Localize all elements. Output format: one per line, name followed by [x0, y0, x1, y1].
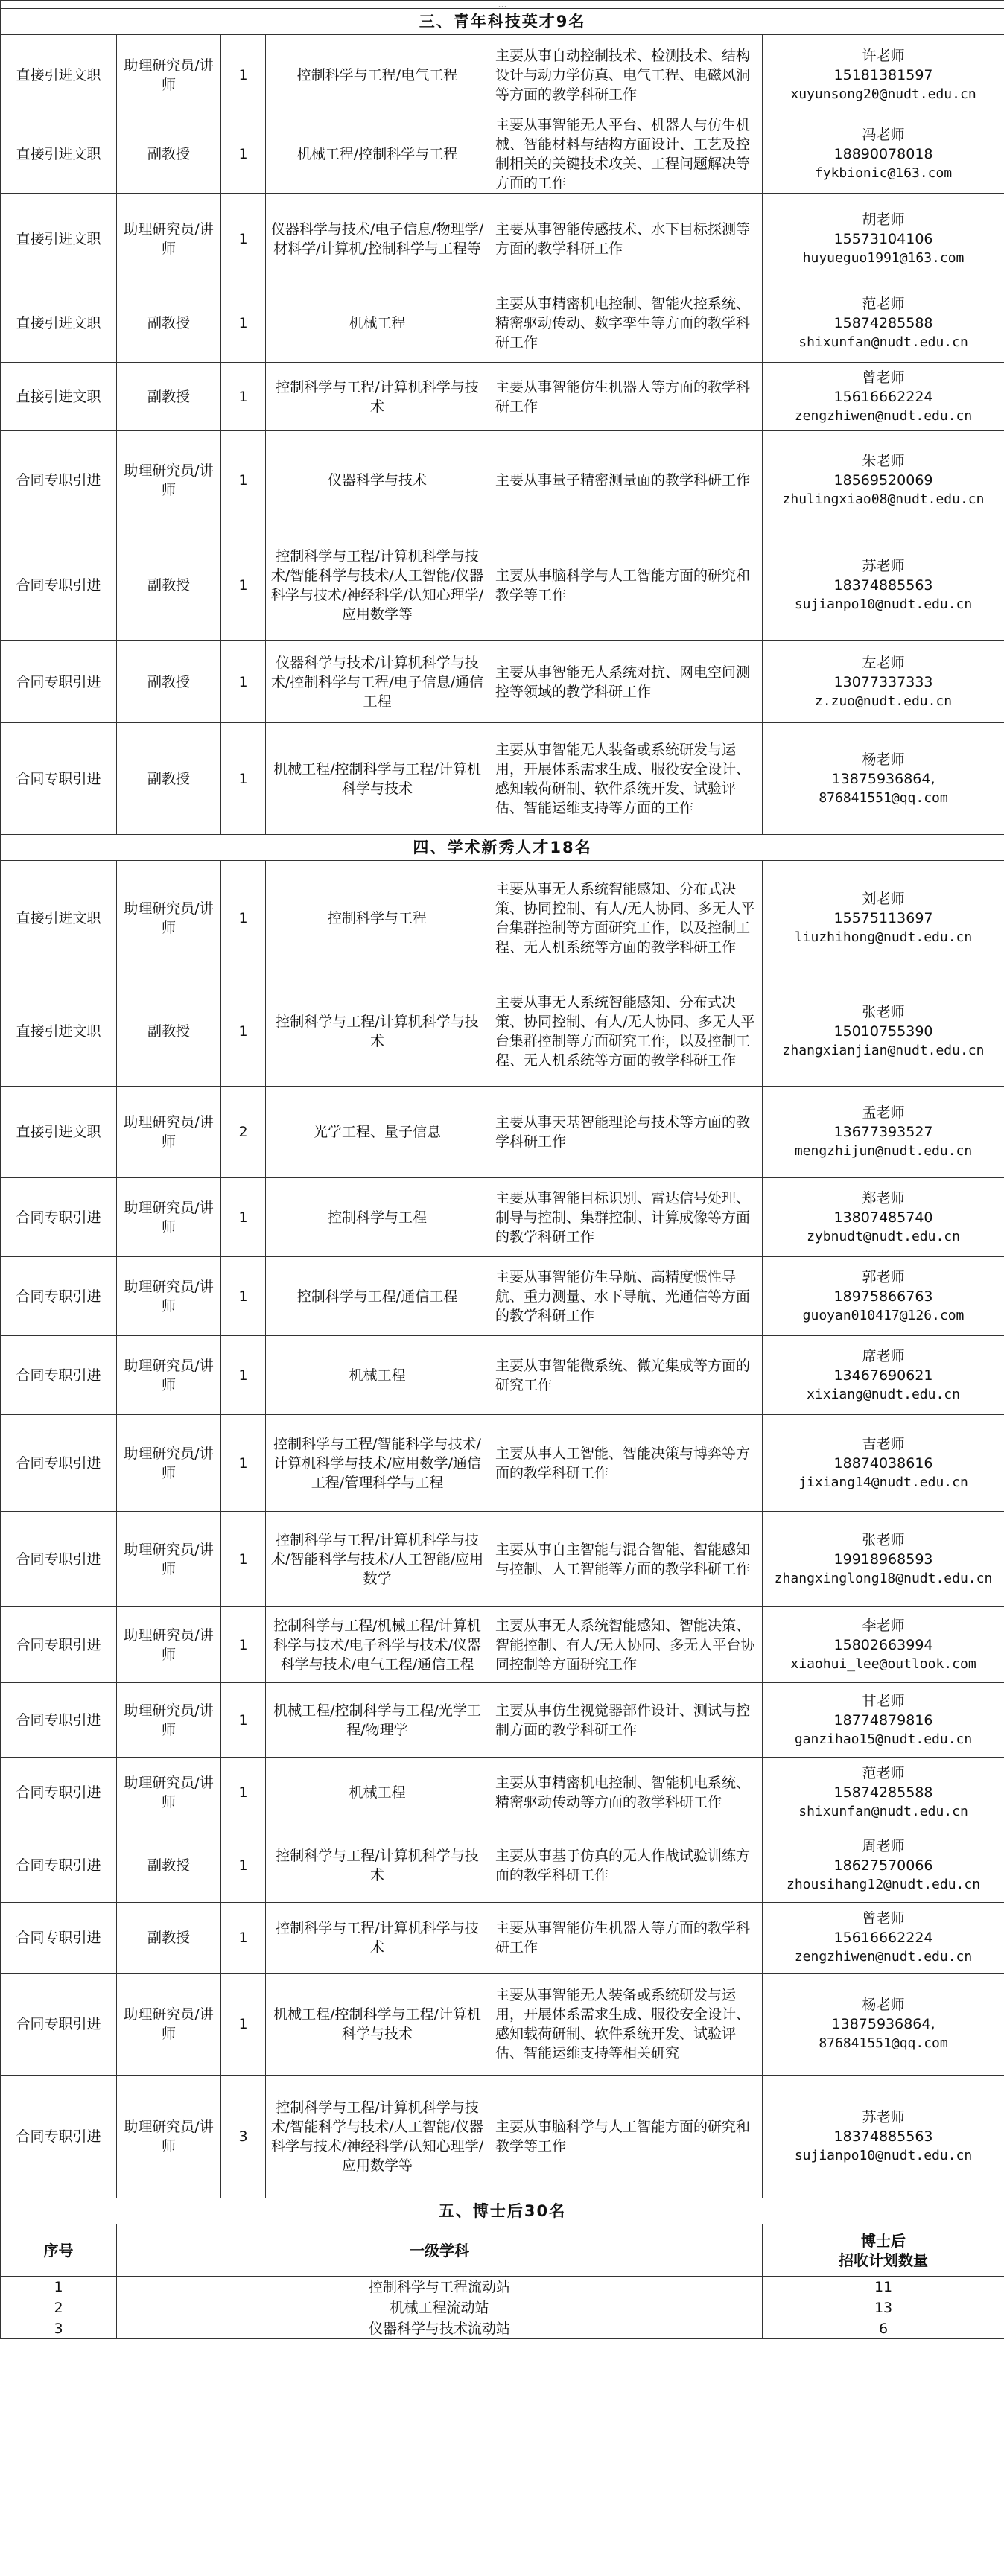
- research-direction: 主要从事智能无人平台、机器人与仿生机械、智能材料与结构方面设计、工艺及控制相关的关键技术攻关、工程问题解决等方面的工作: [489, 115, 763, 194]
- contact-email[interactable]: zengzhiwen@nudt.edu.cn: [794, 1949, 973, 1965]
- recruit-type: 合同专职引进: [1, 1758, 117, 1828]
- job-title: 助理研究员/讲师: [117, 1257, 221, 1336]
- postdoc-discipline: 机械工程流动站: [117, 2297, 763, 2318]
- major: 机械工程/控制科学与工程: [266, 115, 489, 194]
- major: 机械工程/控制科学与工程/光学工程/物理学: [266, 1683, 489, 1758]
- contact-phone: 15616662224: [833, 1930, 933, 1946]
- contact-email[interactable]: shixunfan@nudt.edu.cn: [798, 334, 968, 350]
- research-direction: 主要从事基于仿真的无人作战试验训练方面的教学科研工作: [489, 1828, 763, 1903]
- job-title: 副教授: [117, 284, 221, 363]
- research-direction: 主要从事天基智能理论与技术等方面的教学科研工作: [489, 1087, 763, 1178]
- contact-email[interactable]: mengzhijun@nudt.edu.cn: [794, 1143, 973, 1159]
- research-direction: 主要从事脑科学与人工智能方面的研究和教学等工作: [489, 529, 763, 641]
- major: 控制科学与工程/计算机科学与技术/智能科学与技术/人工智能/应用数学: [266, 1512, 489, 1607]
- headcount: 1: [221, 861, 266, 976]
- recruit-type: 直接引进文职: [1, 284, 117, 363]
- research-direction: 主要从事智能无人系统对抗、网电空间测控等领域的教学科研工作: [489, 641, 763, 723]
- contact-name: 刘老师: [862, 891, 905, 907]
- contact-email[interactable]: zengzhiwen@nudt.edu.cn: [794, 407, 973, 424]
- recruit-type: 直接引进文职: [1, 1087, 117, 1178]
- headcount: 3: [221, 2076, 266, 2198]
- recruit-type: 合同专职引进: [1, 1178, 117, 1257]
- major: 控制科学与工程/计算机科学与技术: [266, 1903, 489, 1974]
- contact: [763, 363, 1004, 431]
- job-title: 副教授: [117, 115, 221, 194]
- contact-email[interactable]: fykbionic@163.com: [814, 165, 953, 181]
- job-title: 副教授: [117, 723, 221, 835]
- recruit-type: 合同专职引进: [1, 431, 117, 529]
- job-title: 助理研究员/讲师: [117, 35, 221, 115]
- postdoc-row: [1, 2277, 1004, 2297]
- headcount: 1: [221, 1758, 266, 1828]
- job-title: 助理研究员/讲师: [117, 1683, 221, 1758]
- major: 控制科学与工程: [266, 861, 489, 976]
- research-direction: 主要从事自主智能与混合智能、智能感知与控制、人工智能等方面的教学科研工作: [489, 1512, 763, 1607]
- section-header-youth: [1, 9, 1004, 35]
- contact-name: 吉老师: [862, 1435, 905, 1452]
- job-title: 助理研究员/讲师: [117, 1758, 221, 1828]
- recruit-type: 直接引进文职: [1, 115, 117, 194]
- headcount: 1: [221, 1828, 266, 1903]
- major: 控制科学与工程/机械工程/计算机科学与技术/电子科学与技术/仪器科学与技术/电气工程/通信工程: [266, 1607, 489, 1683]
- contact-phone: 18569520069: [833, 471, 933, 489]
- research-direction: 主要从事仿生视觉器部件设计、测试与控制方面的教学科研工作: [489, 1683, 763, 1758]
- research-direction: 主要从事无人系统智能感知、分布式决策、协同控制、有人/无人协同、多无人平台集群控制等方面研究工作，以及控制工程、无人机系统等方面的教学科研工作: [489, 861, 763, 976]
- contact-name: 甘老师: [862, 1692, 905, 1709]
- contact-phone: 15181381597: [833, 66, 933, 83]
- contact: [763, 35, 1004, 115]
- contact: [763, 284, 1004, 363]
- headcount: 1: [221, 194, 266, 284]
- major: 控制科学与工程/通信工程: [266, 1257, 489, 1336]
- contact: [763, 115, 1004, 194]
- table-row: [1, 1974, 1004, 2076]
- contact-name: 范老师: [862, 1765, 905, 1781]
- major: 仪器科学与技术/计算机科学与技术/控制科学与工程/电子信息/通信工程: [266, 641, 489, 723]
- contact-name: 张老师: [862, 1531, 905, 1548]
- contact-name: 李老师: [862, 1617, 905, 1634]
- headcount: 1: [221, 723, 266, 835]
- job-title: 副教授: [117, 1903, 221, 1974]
- job-title: 副教授: [117, 529, 221, 641]
- job-title: 助理研究员/讲师: [117, 861, 221, 976]
- major: 机械工程: [266, 1758, 489, 1828]
- contact-name: 杨老师: [862, 751, 905, 768]
- contact-email[interactable]: guoyan010417@126.com: [802, 1307, 965, 1323]
- research-direction: 主要从事智能无人装备或系统研发与运用，开展体系需求生成、服役安全设计、感知载荷研制、软件系统开发、试验评估、智能运维支持等相关研究: [489, 1974, 763, 2076]
- contact: [763, 1512, 1004, 1607]
- postdoc-row: [1, 2318, 1004, 2339]
- contact-email[interactable]: ganzihao15@nudt.edu.cn: [794, 1731, 973, 1747]
- contact-name: 曾老师: [862, 1910, 905, 1927]
- contact: [763, 1257, 1004, 1336]
- contact-name: 苏老师: [862, 2109, 905, 2125]
- headcount: 2: [221, 1087, 266, 1178]
- header-quota-line1: 博士后: [861, 2231, 906, 2250]
- contact-phone: 15573104106: [833, 230, 933, 247]
- contact-email[interactable]: 876841551@qq.com: [819, 2035, 948, 2051]
- contact-name: 周老师: [862, 1837, 905, 1854]
- contact-email[interactable]: zhangxianjian@nudt.edu.cn: [782, 1042, 985, 1058]
- recruit-type: 合同专职引进: [1, 1903, 117, 1974]
- headcount: 1: [221, 284, 266, 363]
- contact-email[interactable]: z.zuo@nudt.edu.cn: [814, 693, 953, 709]
- header-discipline: 一级学科: [117, 2224, 763, 2277]
- research-direction: 主要从事智能仿生机器人等方面的教学科研工作: [489, 1903, 763, 1974]
- recruit-type: 直接引进文职: [1, 861, 117, 976]
- major: 控制科学与工程/计算机科学与技术/智能科学与技术/人工智能/仪器科学与技术/神经科学/认知心理学/应用数学等: [266, 2076, 489, 2198]
- contact-name: 朱老师: [862, 452, 905, 469]
- research-direction: 主要从事无人系统智能感知、智能决策、智能控制、有人/无人协同、多无人平台协同控制等方面研究工作: [489, 1607, 763, 1683]
- research-direction: 主要从事量子精密测量面的教学科研工作: [489, 431, 763, 529]
- contact: [763, 1087, 1004, 1178]
- contact-name: 席老师: [862, 1347, 905, 1364]
- contact-email[interactable]: xuyunsong20@nudt.edu.cn: [790, 86, 976, 102]
- contact-name: 范老师: [862, 296, 905, 312]
- job-title: 助理研究员/讲师: [117, 1415, 221, 1512]
- contact-name: 冯老师: [862, 127, 905, 143]
- major: 控制科学与工程/电气工程: [266, 35, 489, 115]
- contact-phone: 13875936864,: [831, 2016, 935, 2032]
- table-row: [1, 284, 1004, 363]
- table-row: [1, 1828, 1004, 1903]
- postdoc-seq: 1: [1, 2277, 117, 2297]
- job-title: 副教授: [117, 363, 221, 431]
- headcount: 1: [221, 431, 266, 529]
- research-direction: 主要从事智能传感技术、水下目标探测等方面的教学科研工作: [489, 194, 763, 284]
- contact-email[interactable]: jixiang14@nudt.edu.cn: [798, 1474, 968, 1490]
- job-title: 助理研究员/讲师: [117, 1336, 221, 1415]
- headcount: 1: [221, 1974, 266, 2076]
- major: 仪器科学与技术: [266, 431, 489, 529]
- table-row: [1, 1336, 1004, 1415]
- contact-email[interactable]: 876841551@qq.com: [819, 789, 948, 806]
- headcount: 1: [221, 976, 266, 1087]
- job-title: 助理研究员/讲师: [117, 1974, 221, 2076]
- section-header-postdoc: [1, 2198, 1004, 2224]
- contact-name: 苏老师: [862, 557, 905, 574]
- table-row: [1, 861, 1004, 976]
- contact-name: 胡老师: [862, 211, 905, 228]
- header-quota-line2: 招收计划数量: [839, 2251, 929, 2269]
- major: 控制科学与工程/计算机科学与技术: [266, 976, 489, 1087]
- job-title: 助理研究员/讲师: [117, 1087, 221, 1178]
- section-header-academic: [1, 835, 1004, 861]
- research-direction: 主要从事智能无人装备或系统研发与运用，开展体系需求生成、服役安全设计、感知载荷研制、软件系统开发、试验评估、智能运维支持等方面的工作: [489, 723, 763, 835]
- recruit-type: 合同专职引进: [1, 1512, 117, 1607]
- contact-email[interactable]: xixiang@nudt.edu.cn: [807, 1386, 960, 1402]
- contact-phone: 13077337333: [833, 673, 933, 690]
- table-row: [1, 1087, 1004, 1178]
- major: 控制科学与工程/计算机科学与技术: [266, 363, 489, 431]
- contact-phone: 15802663994: [833, 1636, 933, 1653]
- recruit-type: 合同专职引进: [1, 1683, 117, 1758]
- contact: [763, 641, 1004, 723]
- contact-phone: 18374885563: [833, 2128, 933, 2145]
- headcount: 1: [221, 641, 266, 723]
- recruit-type: 合同专职引进: [1, 1974, 117, 2076]
- contact: [763, 431, 1004, 529]
- contact-email[interactable]: huyueguo1991@163.com: [802, 249, 965, 266]
- table-row: [1, 976, 1004, 1087]
- recruit-type: 合同专职引进: [1, 1607, 117, 1683]
- headcount: 1: [221, 363, 266, 431]
- contact: [763, 1828, 1004, 1903]
- table-row: [1, 194, 1004, 284]
- table-row: [1, 115, 1004, 194]
- contact-phone: 15616662224: [833, 388, 933, 405]
- postdoc-quota: 6: [763, 2318, 1004, 2339]
- headcount: 1: [221, 1415, 266, 1512]
- recruit-type: 合同专职引进: [1, 1828, 117, 1903]
- contact: [763, 1415, 1004, 1512]
- contact-email[interactable]: zhangxinglong18@nudt.edu.cn: [774, 1570, 993, 1586]
- contact-phone: 18374885563: [833, 576, 933, 594]
- postdoc-quota: 13: [763, 2297, 1004, 2318]
- contact-name: 杨老师: [862, 1997, 905, 2013]
- contact-email[interactable]: liuzhihong@nudt.edu.cn: [794, 929, 973, 945]
- contact-name: 郑老师: [862, 1189, 905, 1206]
- contact-phone: 15010755390: [833, 1023, 933, 1040]
- table-row: [1, 641, 1004, 723]
- contact-email[interactable]: zhousihang12@nudt.edu.cn: [786, 1876, 981, 1892]
- recruit-type: 合同专职引进: [1, 1257, 117, 1336]
- contact-phone: 13677393527: [833, 1124, 933, 1140]
- contact-phone: 18627570066: [833, 1857, 933, 1874]
- contact-phone: 15874285588: [833, 315, 933, 331]
- major: 控制科学与工程/计算机科学与技术: [266, 1828, 489, 1903]
- job-title: 助理研究员/讲师: [117, 431, 221, 529]
- contact-name: 郭老师: [862, 1268, 905, 1285]
- contact: [763, 723, 1004, 835]
- research-direction: 主要从事精密机电控制、智能机电系统、精密驱动传动等方面的教学科研工作: [489, 1758, 763, 1828]
- postdoc-discipline: 控制科学与工程流动站: [117, 2277, 763, 2297]
- headcount: 1: [221, 1607, 266, 1683]
- recruit-type: 直接引进文职: [1, 976, 117, 1087]
- recruit-type: 直接引进文职: [1, 363, 117, 431]
- contact: [763, 1683, 1004, 1758]
- recruit-type: 合同专职引进: [1, 1336, 117, 1415]
- contact-phone: 18874038616: [833, 1454, 933, 1472]
- major: 控制科学与工程/计算机科学与技术/智能科学与技术/人工智能/仪器科学与技术/神经科学/认知心理学/应用数学等: [266, 529, 489, 641]
- contact-email[interactable]: xiaohui_lee@outlook.com: [790, 1656, 976, 1672]
- table-row: [1, 1903, 1004, 1974]
- research-direction: 主要从事自动控制技术、检测技术、结构设计与动力学仿真、电气工程、电磁风洞等方面的教学科研工作: [489, 35, 763, 115]
- postdoc-row: [1, 2297, 1004, 2318]
- recruit-type: 合同专职引进: [1, 529, 117, 641]
- contact-name: 张老师: [862, 1003, 905, 1020]
- headcount: 1: [221, 529, 266, 641]
- headcount: 1: [221, 1683, 266, 1758]
- headcount: 1: [221, 1903, 266, 1974]
- table-row: [1, 35, 1004, 115]
- contact-name: 许老师: [862, 47, 905, 64]
- contact: [763, 1178, 1004, 1257]
- table-row: [1, 2076, 1004, 2198]
- major: 机械工程: [266, 284, 489, 363]
- contact-phone: 13467690621: [833, 1367, 933, 1384]
- recruit-type: 合同专职引进: [1, 2076, 117, 2198]
- contact-phone: 13807485740: [833, 1209, 933, 1226]
- table-row: [1, 1758, 1004, 1828]
- contact-phone: 18890078018: [833, 146, 933, 162]
- major: 控制科学与工程: [266, 1178, 489, 1257]
- research-direction: 主要从事无人系统智能感知、分布式决策、协同控制、有人/无人协同、多无人平台集群控制等方面研究工作，以及控制工程、无人机系统等方面的教学科研工作: [489, 976, 763, 1087]
- recruit-type: 合同专职引进: [1, 1415, 117, 1512]
- recruit-type: 直接引进文职: [1, 194, 117, 284]
- postdoc-discipline: 仪器科学与技术流动站: [117, 2318, 763, 2339]
- contact-phone: 19918968593: [833, 1551, 933, 1568]
- job-title: 助理研究员/讲师: [117, 194, 221, 284]
- contact-phone: 18975866763: [833, 1288, 933, 1305]
- table-row: [1, 1415, 1004, 1512]
- headcount: 1: [221, 1178, 266, 1257]
- major: 光学工程、量子信息: [266, 1087, 489, 1178]
- contact-name: 孟老师: [862, 1104, 905, 1121]
- headcount: 1: [221, 115, 266, 194]
- contact-name: 左老师: [862, 654, 905, 671]
- job-title: 副教授: [117, 1828, 221, 1903]
- research-direction: 主要从事智能微系统、微光集成等方面的研究工作: [489, 1336, 763, 1415]
- contact-phone: 18774879816: [833, 1711, 933, 1729]
- table-row: [1, 363, 1004, 431]
- postdoc-header-row: [1, 2224, 1004, 2277]
- contact-phone: 15575113697: [833, 910, 933, 926]
- contact: [763, 861, 1004, 976]
- contact: [763, 976, 1004, 1087]
- research-direction: 主要从事智能目标识别、雷达信号处理、制导与控制、集群控制、计算成像等方面的教学科研工作: [489, 1178, 763, 1257]
- table-row: [1, 1512, 1004, 1607]
- job-title: 助理研究员/讲师: [117, 1607, 221, 1683]
- research-direction: 主要从事人工智能、智能决策与博弈等方面的教学科研工作: [489, 1415, 763, 1512]
- header-quota: [763, 2224, 1004, 2277]
- section-title: 四、学术新秀人才18名: [1, 835, 1004, 861]
- table-row: [1, 1607, 1004, 1683]
- cut-off-text: …: [498, 0, 507, 9]
- research-direction: 主要从事精密机电控制、智能火控系统、精密驱动传动、数字孪生等方面的教学科研工作: [489, 284, 763, 363]
- recruit-type: 合同专职引进: [1, 723, 117, 835]
- recruitment-table-body: [1, 1, 1004, 2339]
- cut-off-row: [1, 1, 1004, 9]
- job-title: 助理研究员/讲师: [117, 1178, 221, 1257]
- contact-phone: 13875936864,: [831, 770, 935, 787]
- postdoc-seq: 2: [1, 2297, 117, 2318]
- recruit-type: 直接引进文职: [1, 35, 117, 115]
- headcount: 1: [221, 1336, 266, 1415]
- table-row: [1, 1683, 1004, 1758]
- contact-phone: 15874285588: [833, 1784, 933, 1801]
- recruit-type: 合同专职引进: [1, 641, 117, 723]
- contact-email[interactable]: shixunfan@nudt.edu.cn: [798, 1804, 968, 1819]
- section-title: 五、博士后30名: [1, 2198, 1004, 2224]
- job-title: 副教授: [117, 976, 221, 1087]
- contact-name: 曾老师: [862, 369, 905, 386]
- research-direction: 主要从事智能仿生导航、高精度惯性导航、重力测量、水下导航、光通信等方面的教学科研工作: [489, 1257, 763, 1336]
- headcount: 1: [221, 1512, 266, 1607]
- job-title: 副教授: [117, 641, 221, 723]
- contact-email[interactable]: zybnudt@nudt.edu.cn: [807, 1228, 960, 1244]
- headcount: 1: [221, 35, 266, 115]
- contact-email[interactable]: zhulingxiao08@nudt.edu.cn: [782, 491, 985, 507]
- headcount: 1: [221, 1257, 266, 1336]
- contact: [763, 1903, 1004, 1974]
- table-row: [1, 1257, 1004, 1336]
- table-row: [1, 723, 1004, 835]
- research-direction: 主要从事智能仿生机器人等方面的教学科研工作: [489, 363, 763, 431]
- postdoc-seq: 3: [1, 2318, 117, 2339]
- table-row: [1, 1178, 1004, 1257]
- major: 机械工程/控制科学与工程/计算机科学与技术: [266, 723, 489, 835]
- section-title: 三、青年科技英才9名: [1, 9, 1004, 35]
- table-row: [1, 529, 1004, 641]
- contact: [763, 1974, 1004, 2076]
- contact-email[interactable]: sujianpo10@nudt.edu.cn: [794, 2148, 973, 2163]
- header-seq: 序号: [1, 2224, 117, 2277]
- contact: [763, 194, 1004, 284]
- major: 机械工程/控制科学与工程/计算机科学与技术: [266, 1974, 489, 2076]
- job-title: 助理研究员/讲师: [117, 2076, 221, 2198]
- major: 仪器科学与技术/电子信息/物理学/材料学/计算机/控制科学与工程等: [266, 194, 489, 284]
- research-direction: 主要从事脑科学与人工智能方面的研究和教学等工作: [489, 2076, 763, 2198]
- contact: [763, 1607, 1004, 1683]
- job-title: 助理研究员/讲师: [117, 1512, 221, 1607]
- contact: [763, 529, 1004, 641]
- contact-email[interactable]: sujianpo10@nudt.edu.cn: [794, 596, 973, 612]
- contact: [763, 1336, 1004, 1415]
- major: 机械工程: [266, 1336, 489, 1415]
- postdoc-quota: 11: [763, 2277, 1004, 2297]
- table-row: [1, 431, 1004, 529]
- contact: [763, 2076, 1004, 2198]
- contact: [763, 1758, 1004, 1828]
- major: 控制科学与工程/智能科学与技术/计算机科学与技术/应用数学/通信工程/管理科学与工程: [266, 1415, 489, 1512]
